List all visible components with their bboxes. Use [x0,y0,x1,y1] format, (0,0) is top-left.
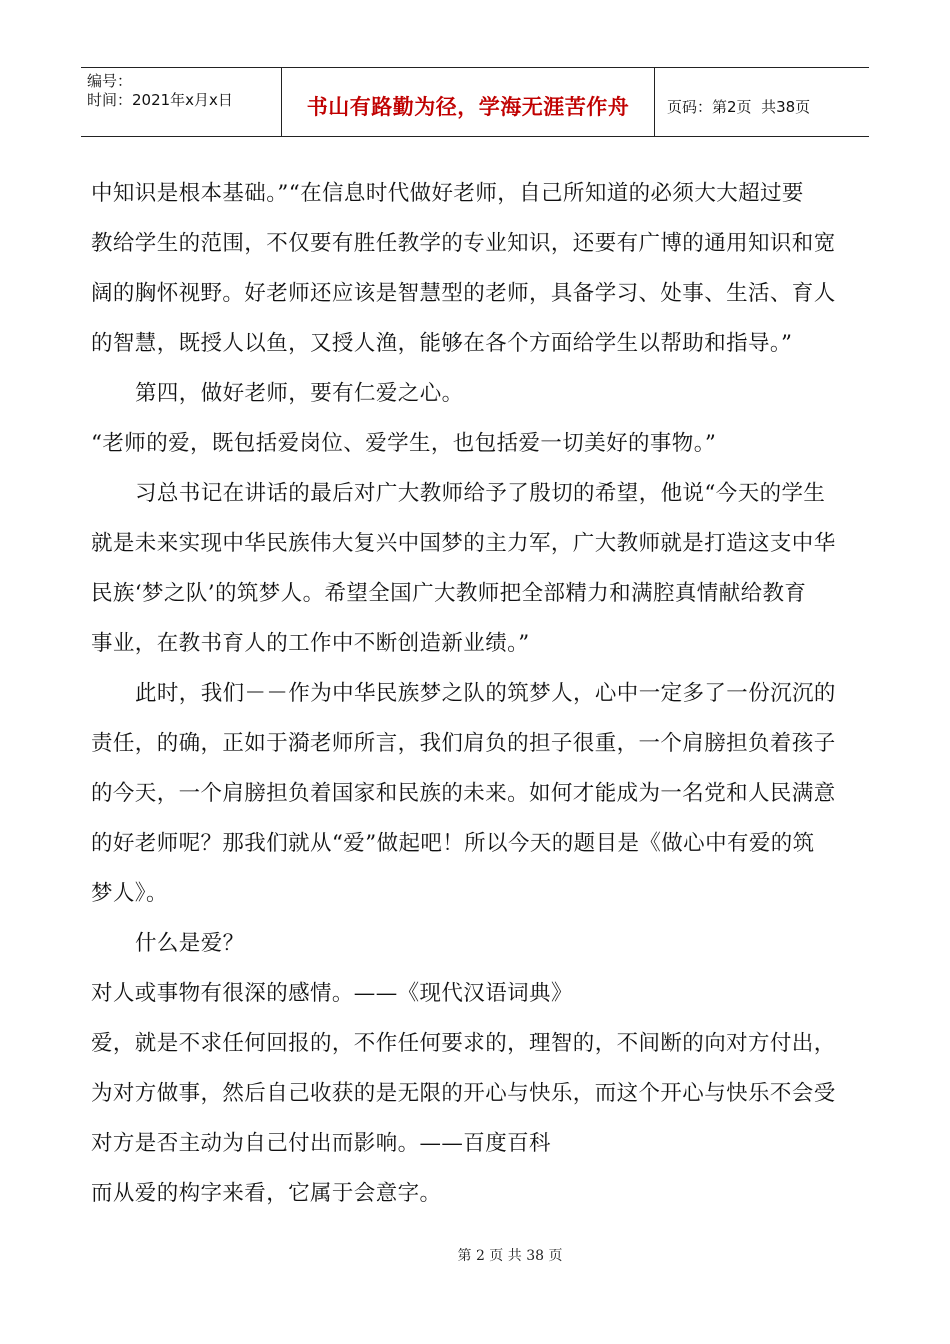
body-line: 为对方做事，然后自己收获的是无限的开心与快乐，而这个开心与快乐不会受 [91,1081,836,1106]
body-line: “老师的爱，既包括爱岗位、爱学生，也包括爱一切美好的事物。” [91,431,717,456]
body-line: 第四，做好老师，要有仁爱之心。 [135,381,464,406]
body-line: 的好老师呢？那我们就从“爱”做起吧！所以今天的题目是《做心中有爱的筑 [91,831,815,856]
body-line: 就是未来实现中华民族伟大复兴中国梦的主力军，广大教师就是打造这支中华 [91,531,836,556]
body-line: 民族‘梦之队’的筑梦人。希望全国广大教师把全部精力和满腔真情献给教育 [91,581,807,606]
header-motto: 书山有路勤为径，学海无涯苦作舟 [306,95,630,119]
body-line: 中知识是根本基础。”“在信息时代做好老师，自己所知道的必须大大超过要 [91,181,804,206]
body-line: 此时，我们－－作为中华民族梦之队的筑梦人，心中一定多了一份沉沉的 [135,681,836,706]
header-page-cell [655,68,869,136]
header-page-label: 页码：第2页 共38页 [667,97,811,116]
body-line: 的今天，一个肩膀担负着国家和民族的未来。如何才能成为一名党和人民满意 [91,781,836,806]
document-time-label: 时间：2021年x月x日 [87,91,233,109]
body-line: 什么是爱？ [135,931,245,956]
body-line: 事业，在教书育人的工作中不断创造新业绩。” [91,631,530,656]
body-line: 习总书记在讲话的最后对广大教师给予了殷切的希望，他说“今天的学生 [135,481,826,506]
body-line: 责任，的确，正如于漪老师所言，我们肩负的担子很重，一个肩膀担负着孩子 [91,731,836,756]
body-line: 阔的胸怀视野。好老师还应该是智慧型的老师，具备学习、处事、生活、育人 [91,281,836,306]
page-footer: 第 2 页 共 38 页 [457,1248,563,1264]
document-body [91,169,861,1219]
header-meta-cell [81,68,282,136]
body-line: 的智慧，既授人以鱼，又授人渔，能够在各个方面给学生以帮助和指导。” [91,331,793,356]
header-motto-cell [282,68,655,136]
body-line: 教给学生的范围，不仅要有胜任教学的专业知识，还要有广博的通用知识和宽 [91,231,836,256]
body-line: 梦人》。 [91,881,168,906]
body-line: 爱，就是不求任何回报的，不作任何要求的，理智的，不间断的向对方付出， [91,1031,836,1056]
body-line: 而从爱的构字来看，它属于会意字。 [91,1181,442,1206]
document-header [81,67,869,137]
body-line: 对人或事物有很深的感情。——《现代汉语词典》 [91,981,573,1006]
body-line: 对方是否主动为自己付出而影响。——百度百科 [91,1131,551,1156]
document-number-label: 编号： [87,72,133,90]
